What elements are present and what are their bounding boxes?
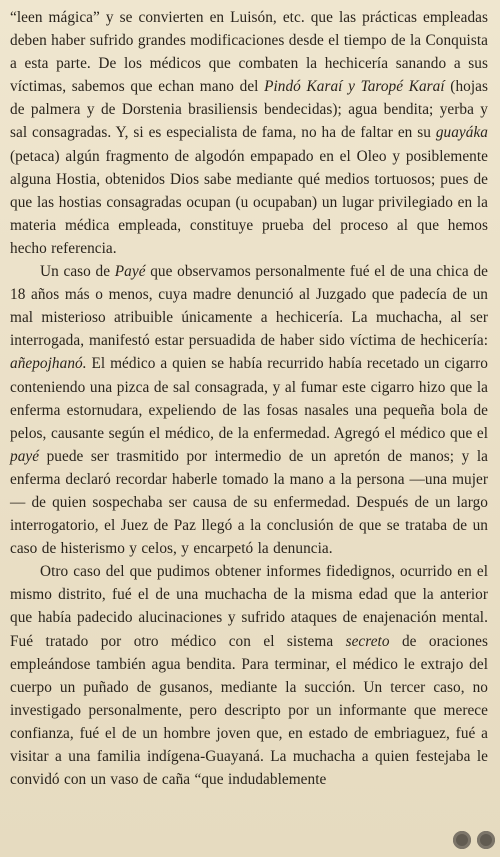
- text-run: Un caso de: [40, 263, 115, 281]
- italic-term: Pindó Karaí y Taropé Karaí: [264, 78, 445, 96]
- text-run: Otro caso del que pudimos obtener informes fidedignos, ocurrido en el mismo distrito, fué el de una muchacha de la misma edad que la anterior que había padecido alucinaciones y sufrido ataques de enajenación mental. Fué tratado por otro médico con el sistema: [10, 563, 488, 650]
- italic-term: Payé: [114, 263, 146, 281]
- page-corner-marks: [453, 829, 495, 851]
- paragraph: [10, 260, 488, 560]
- italic-term: añepojhanó.: [10, 355, 87, 373]
- text-run: de oraciones empleándose también agua bendita. Para terminar, el médico le extrajo del cuerpo un puñado de gusanos, mediante la succión. Un tercer caso, no investigado personalmente, pero descripto por un informante que merece confianza, fué el de un hombre joven que, en estado de embriaguez, fué a visitar a una familia indígena-Guayaná. La muchacha a quien festejaba le convidó con un vaso de caña “que indudablemente: [10, 632, 488, 789]
- text-run: (petaca) algún fragmento de algodón empapado en el Oleo y posiblemente alguna Hostia, obtenidos Dios sabe mediante qué medios tortuosos; pues de que las hostias consagradas ocupan (u ocupaban) un lugar privilegiado en la materia médica empleada, constituye prueba del proceso al que hemos hecho referencia.: [10, 147, 488, 257]
- corner-mark-icon: [453, 831, 471, 849]
- text-run: que observamos personalmente fué el de una chica de 18 años más o menos, cuya madre denunció al Juzgado que padecía de un mal misterioso atribuible únicamente a hechicería. La muchacha, al ser interrogada, manifestó estar persuadida de haber sido víctima de hechicería:: [10, 263, 488, 350]
- text-run: “leen mágica” y se convierten en Luisón, etc. que las prácticas empleadas deben haber sufrido grandes modificaciones desde el tiempo de la Conquista a esta parte. De los médicos que combaten la hechicería sanando a sus víctimas, sabemos que echan mano del: [10, 9, 488, 96]
- corner-mark-icon: [477, 831, 495, 849]
- paragraph: [10, 560, 488, 791]
- italic-term: guayáka: [435, 124, 488, 142]
- italic-term: secreto: [345, 632, 390, 650]
- paragraph: [10, 6, 488, 260]
- text-run: El médico a quien se había recurrido había recetado un cigarro conteniendo una pizca de sal consagrada, y al fumar este cigarro hizo que la enferma estornudara, expeliendo de las fosas nasales una pequeña bola de pelos, causante según el médico, de la enfermedad. Agregó el médico que el: [10, 355, 488, 442]
- italic-term: payé: [10, 447, 40, 465]
- text-run: (hojas de palmera y de Dorstenia brasiliensis bendecidas); agua bendita; yerba y sal consagradas. Y, si es especialista de fama, no ha de faltar en su: [10, 78, 488, 142]
- body-text: [10, 6, 488, 791]
- text-run: puede ser trasmitido por intermedio de un apretón de manos; y la enferma declaró recordar haberle tomado la mano a la persona —una mujer— de quien sospechaba ser causa de su enfermedad. Después de un largo interrogatorio, el Juez de Paz llegó a la conclusión de que se trataba de un caso de histerismo y celos, y encarpetó la denuncia.: [10, 447, 488, 558]
